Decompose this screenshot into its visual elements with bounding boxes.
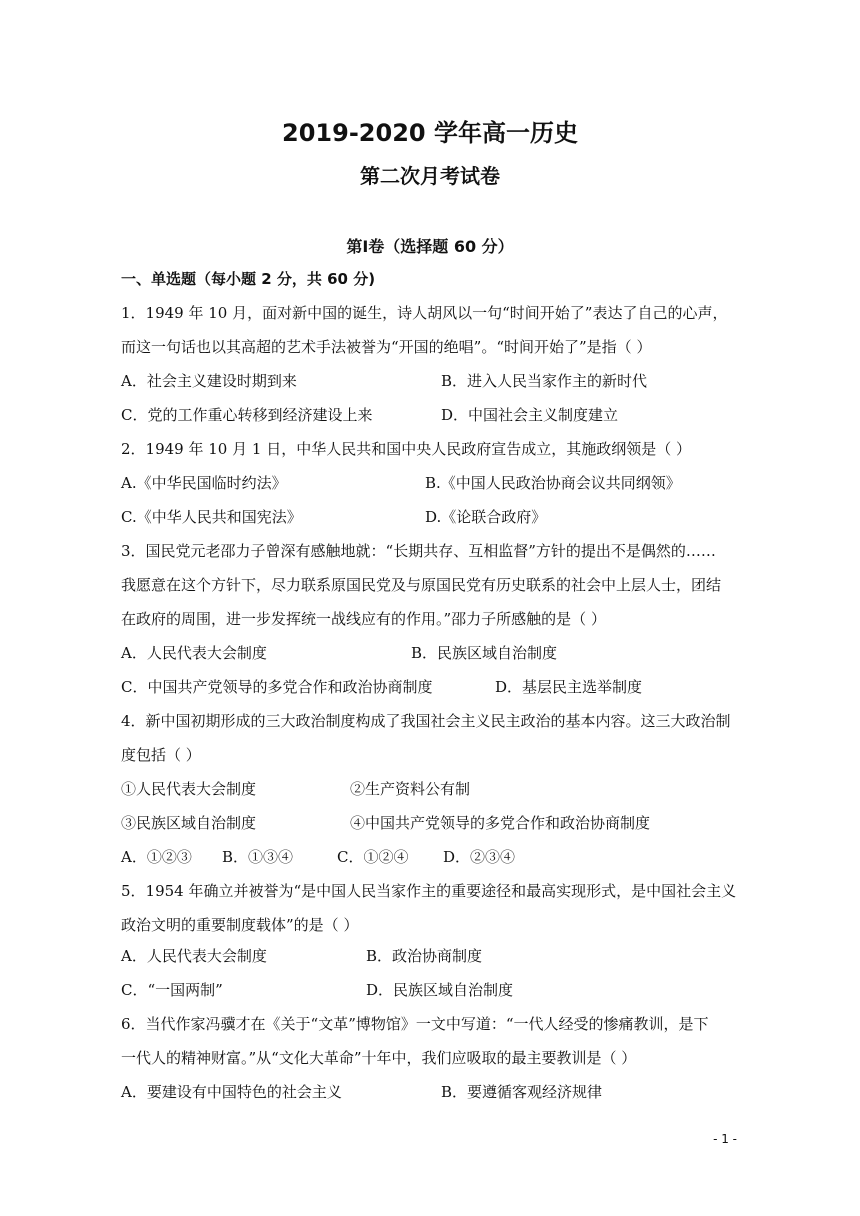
section-heading: 一、单选题（每小题 2 分，共 60 分) (121, 270, 376, 288)
question-5-option-a: A．人民代表大会制度 (121, 947, 267, 965)
question-4-line-2: 度包括（ ） (121, 746, 201, 764)
question-5-line-1: 5．1954 年确立并被誉为“是中国人民当家作主的重要途径和最高实现形式，是中国社会主义 (121, 882, 737, 900)
question-1-option-d: D．中国社会主义制度建立 (441, 406, 619, 424)
page-number: - 1 - (713, 1132, 737, 1146)
question-2-option-a: A.《中华民国临时约法》 (121, 474, 287, 492)
question-1-option-b: B．进入人民当家作主的新时代 (441, 372, 648, 390)
question-6-line-1: 6．当代作家冯骥才在《关于“文革”博物馆》一文中写道：“一代人经受的惨痛教训，是下 (121, 1015, 709, 1033)
question-6-option-b: B．要遵循客观经济规律 (441, 1083, 603, 1101)
question-2-option-c: C.《中华人民共和国宪法》 (121, 508, 302, 526)
question-3-line-1: 3．国民党元老邵力子曾深有感触地就：“长期共存、互相监督”方针的提出不是偶然的…… (121, 542, 716, 560)
part-heading: 第Ⅰ卷（选择题 60 分） (346, 237, 514, 256)
exam-title: 2019-2020 学年高一历史 (282, 119, 578, 147)
question-4-option-c: C．①②④ (337, 848, 409, 866)
question-2-option-b: B.《中国人民政治协商会议共同纲领》 (425, 474, 681, 492)
question-4-line-1: 4．新中国初期形成的三大政治制度构成了我国社会主义民主政治的基本内容。这三大政治制 (121, 712, 731, 730)
question-3-option-c: C．中国共产党领导的多党合作和政治协商制度 (121, 678, 433, 696)
question-5-line-2: 政治文明的重要制度载体”的是（ ） (121, 916, 359, 934)
question-4-item-2: ②生产资料公有制 (350, 780, 471, 798)
exam-subtitle: 第二次月考试卷 (360, 164, 500, 188)
question-2-option-d: D.《论联合政府》 (425, 508, 547, 526)
question-1-line-1: 1．1949 年 10 月，面对新中国的诞生，诗人胡风以一句“时间开始了”表达了自己的心声， (121, 304, 728, 322)
question-4-item-4: ④中国共产党领导的多党合作和政治协商制度 (350, 814, 651, 832)
question-5-option-c: C．“一国两制” (121, 981, 223, 999)
question-3-option-d: D．基层民主选举制度 (495, 678, 643, 696)
question-1-option-a: A．社会主义建设时期到来 (121, 372, 297, 390)
question-4-item-1: ①人民代表大会制度 (121, 780, 257, 798)
question-6-line-2: 一代人的精神财富。”从“文化大革命”十年中，我们应吸取的最主要教训是（ ） (121, 1049, 637, 1067)
question-2-line-1: 2．1949 年 10 月 1 日，中华人民共和国中央人民政府宣告成立，其施政纲领是（ ） (121, 440, 691, 458)
question-3-option-a: A．人民代表大会制度 (121, 644, 267, 662)
question-5-option-b: B．政治协商制度 (366, 947, 483, 965)
question-4-option-d: D．②③④ (443, 848, 516, 866)
question-1-option-c: C．党的工作重心转移到经济建设上来 (121, 406, 373, 424)
question-3-line-2: 我愿意在这个方针下，尽力联系原国民党及与原国民党有历史联系的社会中上层人士，团结 (121, 576, 722, 594)
question-1-line-2: 而这一句话也以其高超的艺术手法被誉为“开国的绝唱”。“时间开始了”是指（ ） (121, 338, 652, 356)
question-4-option-a: A．①②③ (121, 848, 192, 866)
question-6-option-a: A．要建设有中国特色的社会主义 (121, 1083, 342, 1101)
question-5-option-d: D．民族区域自治制度 (366, 981, 514, 999)
question-4-option-b: B．①③④ (222, 848, 294, 866)
question-3-option-b: B．民族区域自治制度 (411, 644, 558, 662)
question-4-item-3: ③民族区域自治制度 (121, 814, 257, 832)
question-3-line-3: 在政府的周围，进一步发挥统一战线应有的作用。”邵力子所感触的是（ ） (121, 610, 606, 628)
